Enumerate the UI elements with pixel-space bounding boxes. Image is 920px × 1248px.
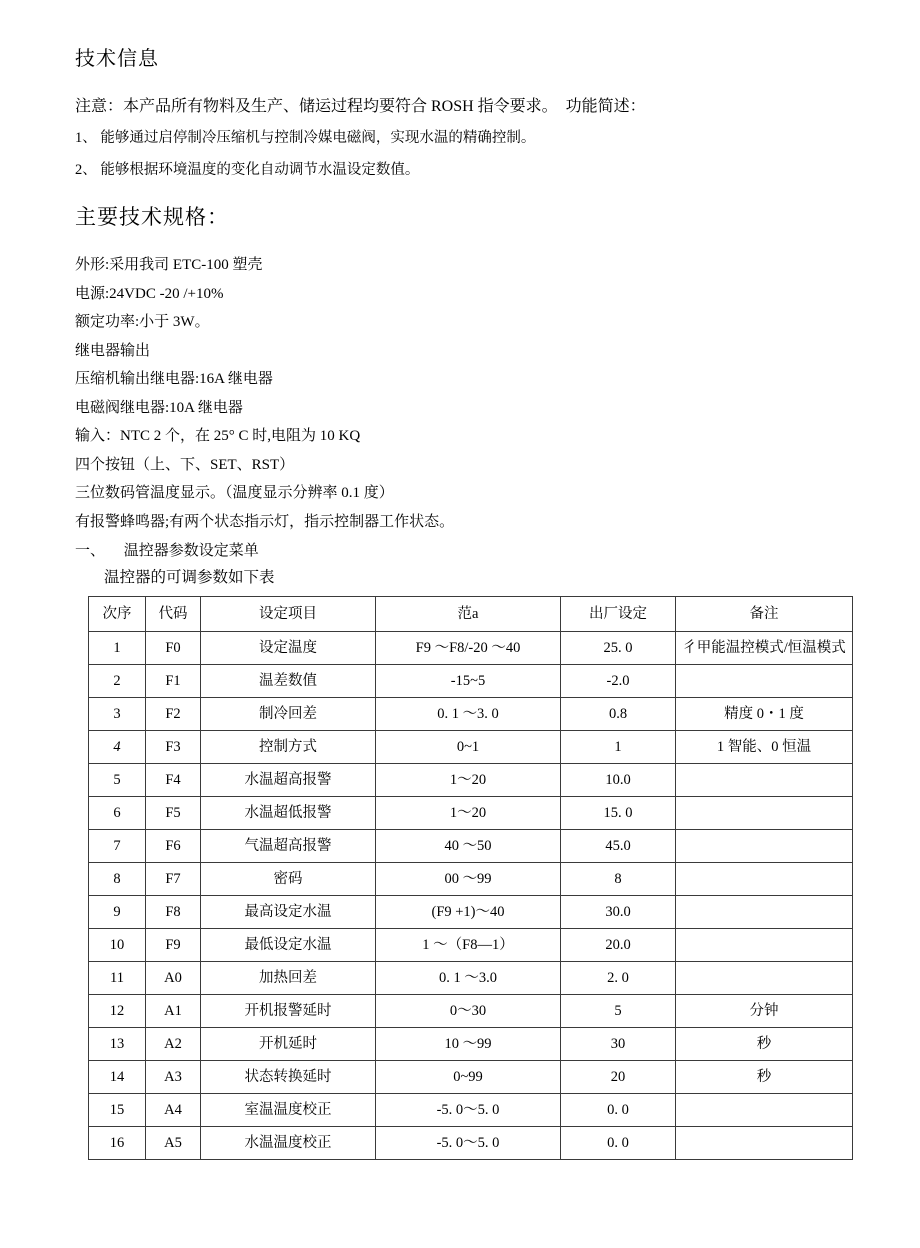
- table-cell: 45.0: [561, 830, 676, 863]
- table-row: [89, 731, 853, 764]
- table-cell: 0. 0: [561, 1094, 676, 1127]
- table-cell: 3: [89, 698, 146, 731]
- table-cell: 水温温度校正: [201, 1127, 376, 1160]
- table-cell: F8: [146, 896, 201, 929]
- table-row: [89, 863, 853, 896]
- table-row: [89, 830, 853, 863]
- table-row: [89, 929, 853, 962]
- table-row: [89, 698, 853, 731]
- table-cell: 13: [89, 1028, 146, 1061]
- table-cell: 彳甲能温控模式/恒温模式: [676, 632, 853, 665]
- spec-line-5: 压缩机输出继电器:16A 继电器: [75, 371, 273, 387]
- table-cell: 水温超低报警: [201, 797, 376, 830]
- table-cell: 水温超高报警: [201, 764, 376, 797]
- table-cell: F1: [146, 665, 201, 698]
- table-cell: 15. 0: [561, 797, 676, 830]
- table-cell: A5: [146, 1127, 201, 1160]
- table-cell: F2: [146, 698, 201, 731]
- table-cell: [676, 962, 853, 995]
- table-cell: F9: [146, 929, 201, 962]
- table-cell: [676, 830, 853, 863]
- table-cell: F9 ～F8/-20 ～40: [376, 632, 561, 665]
- table-cell: -15~5: [376, 665, 561, 698]
- table-row: [89, 1127, 853, 1160]
- table-row: [89, 962, 853, 995]
- table-cell: -2.0: [561, 665, 676, 698]
- table-cell: 1 ～（F8—1）: [376, 929, 561, 962]
- table-cell: 1: [89, 632, 146, 665]
- table-cell: A1: [146, 995, 201, 1028]
- table-header-cell: 出厂设定: [561, 597, 676, 632]
- table-cell: 20: [561, 1061, 676, 1094]
- table-cell: 秒: [676, 1028, 853, 1061]
- table-cell: 控制方式: [201, 731, 376, 764]
- table-cell: F0: [146, 632, 201, 665]
- table-cell: 状态转换延时: [201, 1061, 376, 1094]
- table-row: [89, 1028, 853, 1061]
- table-header-cell: 代码: [146, 597, 201, 632]
- table-cell: 0~99: [376, 1061, 561, 1094]
- table-cell: 设定温度: [201, 632, 376, 665]
- table-cell: 30: [561, 1028, 676, 1061]
- table-header-row: [89, 597, 853, 632]
- spec-line-2: 电源:24VDC -20 /+10%: [75, 285, 224, 302]
- table-cell: A3: [146, 1061, 201, 1094]
- table-cell: 加热回差: [201, 962, 376, 995]
- spec-line-7: 输入：NTC 2 个，在 25° C 时,电阻为 10 KQ: [75, 428, 361, 444]
- spec-line-8: 四个按钮（上、下、SET、RST）: [75, 456, 295, 473]
- spec-line-4: 继电器输出: [75, 342, 151, 359]
- table-cell: 10.0: [561, 764, 676, 797]
- table-cell: 气温超高报警: [201, 830, 376, 863]
- table-cell: 1～20: [376, 797, 561, 830]
- table-cell: A0: [146, 962, 201, 995]
- table-cell: 25. 0: [561, 632, 676, 665]
- table-cell: 0. 1 ～3.0: [376, 962, 561, 995]
- table-row: [89, 665, 853, 698]
- table-cell: 14: [89, 1061, 146, 1094]
- table-cell: 分钟: [676, 995, 853, 1028]
- table-cell: 2. 0: [561, 962, 676, 995]
- table-cell: -5. 0～5. 0: [376, 1094, 561, 1127]
- table-cell: F4: [146, 764, 201, 797]
- table-row: [89, 632, 853, 665]
- section-heading: 一、 温控器参数设定菜单: [75, 543, 259, 559]
- table-cell: 8: [561, 863, 676, 896]
- doc-title: 技术信息: [75, 48, 159, 70]
- table-cell: 8: [89, 863, 146, 896]
- table-cell: 40 ～50: [376, 830, 561, 863]
- notice-line: 注意：本产品所有物料及生产、储运过程均要符合 ROSH 指令要求。 功能简述：: [75, 98, 646, 115]
- table-cell: A2: [146, 1028, 201, 1061]
- table-header-cell: 备注: [676, 597, 853, 632]
- table-cell: 6: [89, 797, 146, 830]
- table-cell: [676, 929, 853, 962]
- table-cell: 1 智能、0 恒温: [676, 731, 853, 764]
- table-cell: [676, 863, 853, 896]
- table-cell: 16: [89, 1127, 146, 1160]
- table-cell: 4: [89, 731, 146, 764]
- feature-line-2: 2、 能够根据环境温度的变化自动调节水温设定数值。: [75, 162, 420, 178]
- table-cell: [676, 1094, 853, 1127]
- table-intro: 温控器的可调参数如下表: [104, 569, 275, 586]
- parameter-table: [88, 596, 853, 1160]
- table-row: [89, 797, 853, 830]
- table-cell: 温差数值: [201, 665, 376, 698]
- table-cell: [676, 797, 853, 830]
- table-cell: 10 ～99: [376, 1028, 561, 1061]
- spec-line-6: 电磁阀继电器:10A 继电器: [75, 399, 243, 416]
- table-cell: 0. 0: [561, 1127, 676, 1160]
- table-header-cell: 次序: [89, 597, 146, 632]
- table-cell: F6: [146, 830, 201, 863]
- feature-line-1: 1、 能够通过启停制冷压缩机与控制冷媒电磁阀，实现水温的精确控制。: [75, 130, 536, 146]
- table-cell: 10: [89, 929, 146, 962]
- table-cell: 0~1: [376, 731, 561, 764]
- table-cell: 1～20: [376, 764, 561, 797]
- table-cell: 密码: [201, 863, 376, 896]
- table-row: [89, 1061, 853, 1094]
- table-cell: [676, 665, 853, 698]
- table-cell: 7: [89, 830, 146, 863]
- table-cell: 5: [89, 764, 146, 797]
- table-row: [89, 1094, 853, 1127]
- spec-heading: 主要技术规格：: [75, 205, 229, 229]
- table-row: [89, 896, 853, 929]
- spec-list: [75, 251, 852, 536]
- table-cell: 11: [89, 962, 146, 995]
- table-cell: -5. 0～5. 0: [376, 1127, 561, 1160]
- table-cell: 制冷回差: [201, 698, 376, 731]
- table-cell: 精度 0・1 度: [676, 698, 853, 731]
- table-cell: 15: [89, 1094, 146, 1127]
- table-cell: 20.0: [561, 929, 676, 962]
- table-cell: F5: [146, 797, 201, 830]
- table-cell: 5: [561, 995, 676, 1028]
- spec-line-3: 额定功率:小于 3W。: [75, 314, 210, 330]
- table-cell: 30.0: [561, 896, 676, 929]
- table-cell: 0.8: [561, 698, 676, 731]
- table-cell: [676, 896, 853, 929]
- table-cell: (F9 +1)～40: [376, 896, 561, 929]
- table-cell: 0～30: [376, 995, 561, 1028]
- table-cell: 室温温度校正: [201, 1094, 376, 1127]
- table-cell: 开机报警延时: [201, 995, 376, 1028]
- table-cell: 最低设定水温: [201, 929, 376, 962]
- table-cell: 9: [89, 896, 146, 929]
- table-cell: [676, 764, 853, 797]
- table-cell: F7: [146, 863, 201, 896]
- table-cell: 最高设定水温: [201, 896, 376, 929]
- spec-line-10: 有报警蜂鸣器;有两个状态指示灯，指示控制器工作状态。: [75, 513, 455, 530]
- table-cell: 2: [89, 665, 146, 698]
- table-header-cell: 范a: [376, 597, 561, 632]
- table-cell: 秒: [676, 1061, 853, 1094]
- table-cell: 0. 1 ～3. 0: [376, 698, 561, 731]
- table-cell: F3: [146, 731, 201, 764]
- table-row: [89, 764, 853, 797]
- table-cell: A4: [146, 1094, 201, 1127]
- table-header-cell: 设定项目: [201, 597, 376, 632]
- table-cell: 开机延时: [201, 1028, 376, 1061]
- table-row: [89, 995, 853, 1028]
- table-cell: 12: [89, 995, 146, 1028]
- spec-line-1: 外形:采用我司 ETC-100 塑壳: [75, 257, 263, 273]
- spec-line-9: 三位数码管温度显示。（温度显示分辨率 0.1 度）: [75, 485, 394, 501]
- table-cell: 1: [561, 731, 676, 764]
- table-cell: 00 ～99: [376, 863, 561, 896]
- table-cell: [676, 1127, 853, 1160]
